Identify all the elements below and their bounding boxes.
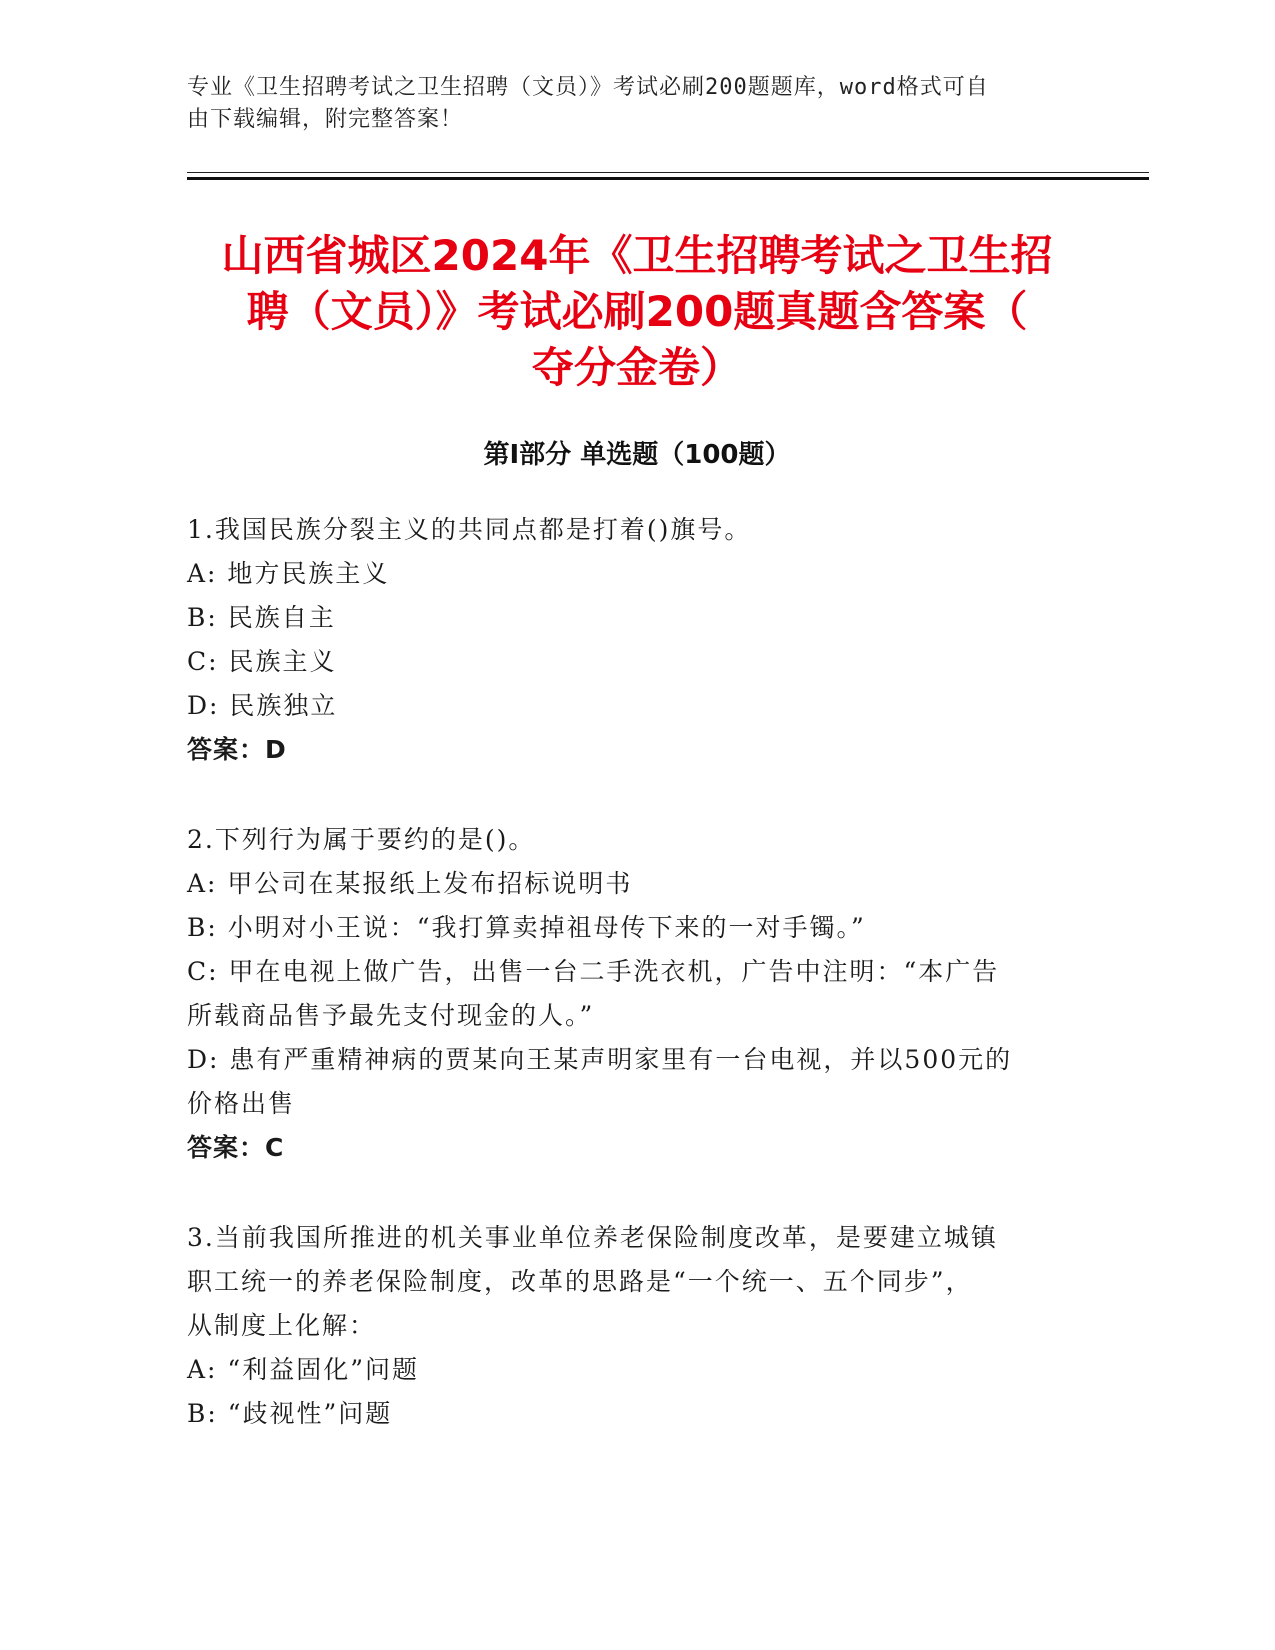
question-stem: 2.下列行为属于要约的是()。 [187, 825, 536, 854]
option-c: C: 民族主义 [187, 647, 337, 676]
intro-line: 由下载编辑，附完整答案！ [187, 107, 464, 132]
option-a: A: 甲公司在某报纸上发布招标说明书 [187, 869, 633, 898]
option-a: A: 地方民族主义 [187, 559, 390, 588]
title-line: 山西省城区2024年《卫生招聘考试之卫生招 [221, 231, 1053, 280]
option-d-continued: 价格出售 [187, 1089, 296, 1118]
option-b: B: 小明对小王说：“我打算卖掉祖母传下来的一对手镯。” [187, 913, 866, 942]
answer-text: 答案：D [187, 735, 287, 764]
question-stem: 1.我国民族分裂主义的共同点都是打着()旗号。 [187, 515, 752, 544]
option-c-continued: 所载商品售予最先支付现金的人。” [187, 1001, 595, 1030]
option-b: B: 民族自主 [187, 603, 336, 632]
option-d: D: 患有严重精神病的贾某向王某声明家里有一台电视，并以500元的 [187, 1045, 1013, 1074]
option-a: A: “利益固化”问题 [187, 1355, 419, 1384]
title-line: 夺分金卷） [531, 343, 742, 392]
header-rule-thin [187, 172, 1149, 173]
option-b: B: “歧视性”问题 [187, 1399, 393, 1428]
question-stem: 3.当前我国所推进的机关事业单位养老保险制度改革，是要建立城镇 [187, 1223, 998, 1252]
answer-text: 答案：C [187, 1133, 285, 1162]
option-d: D: 民族独立 [187, 691, 338, 720]
title-line: 聘（文员）》考试必刷200题真题含答案（ [246, 287, 1028, 336]
section-heading: 第Ⅰ部分 单选题（100题） [483, 440, 791, 470]
intro-line: 专业《卫生招聘考试之卫生招聘（文员）》考试必刷200题题库，word格式可自 [187, 75, 989, 100]
option-c: C: 甲在电视上做广告，出售一台二手洗衣机，广告中注明：“本广告 [187, 957, 1000, 986]
intro-text [187, 72, 1077, 136]
header-rule-thick [187, 177, 1149, 180]
question-stem-continued: 职工统一的养老保险制度，改革的思路是“一个统一、五个同步”， [187, 1267, 973, 1296]
question-stem-continued: 从制度上化解： [187, 1311, 377, 1340]
document-title [187, 228, 1087, 396]
